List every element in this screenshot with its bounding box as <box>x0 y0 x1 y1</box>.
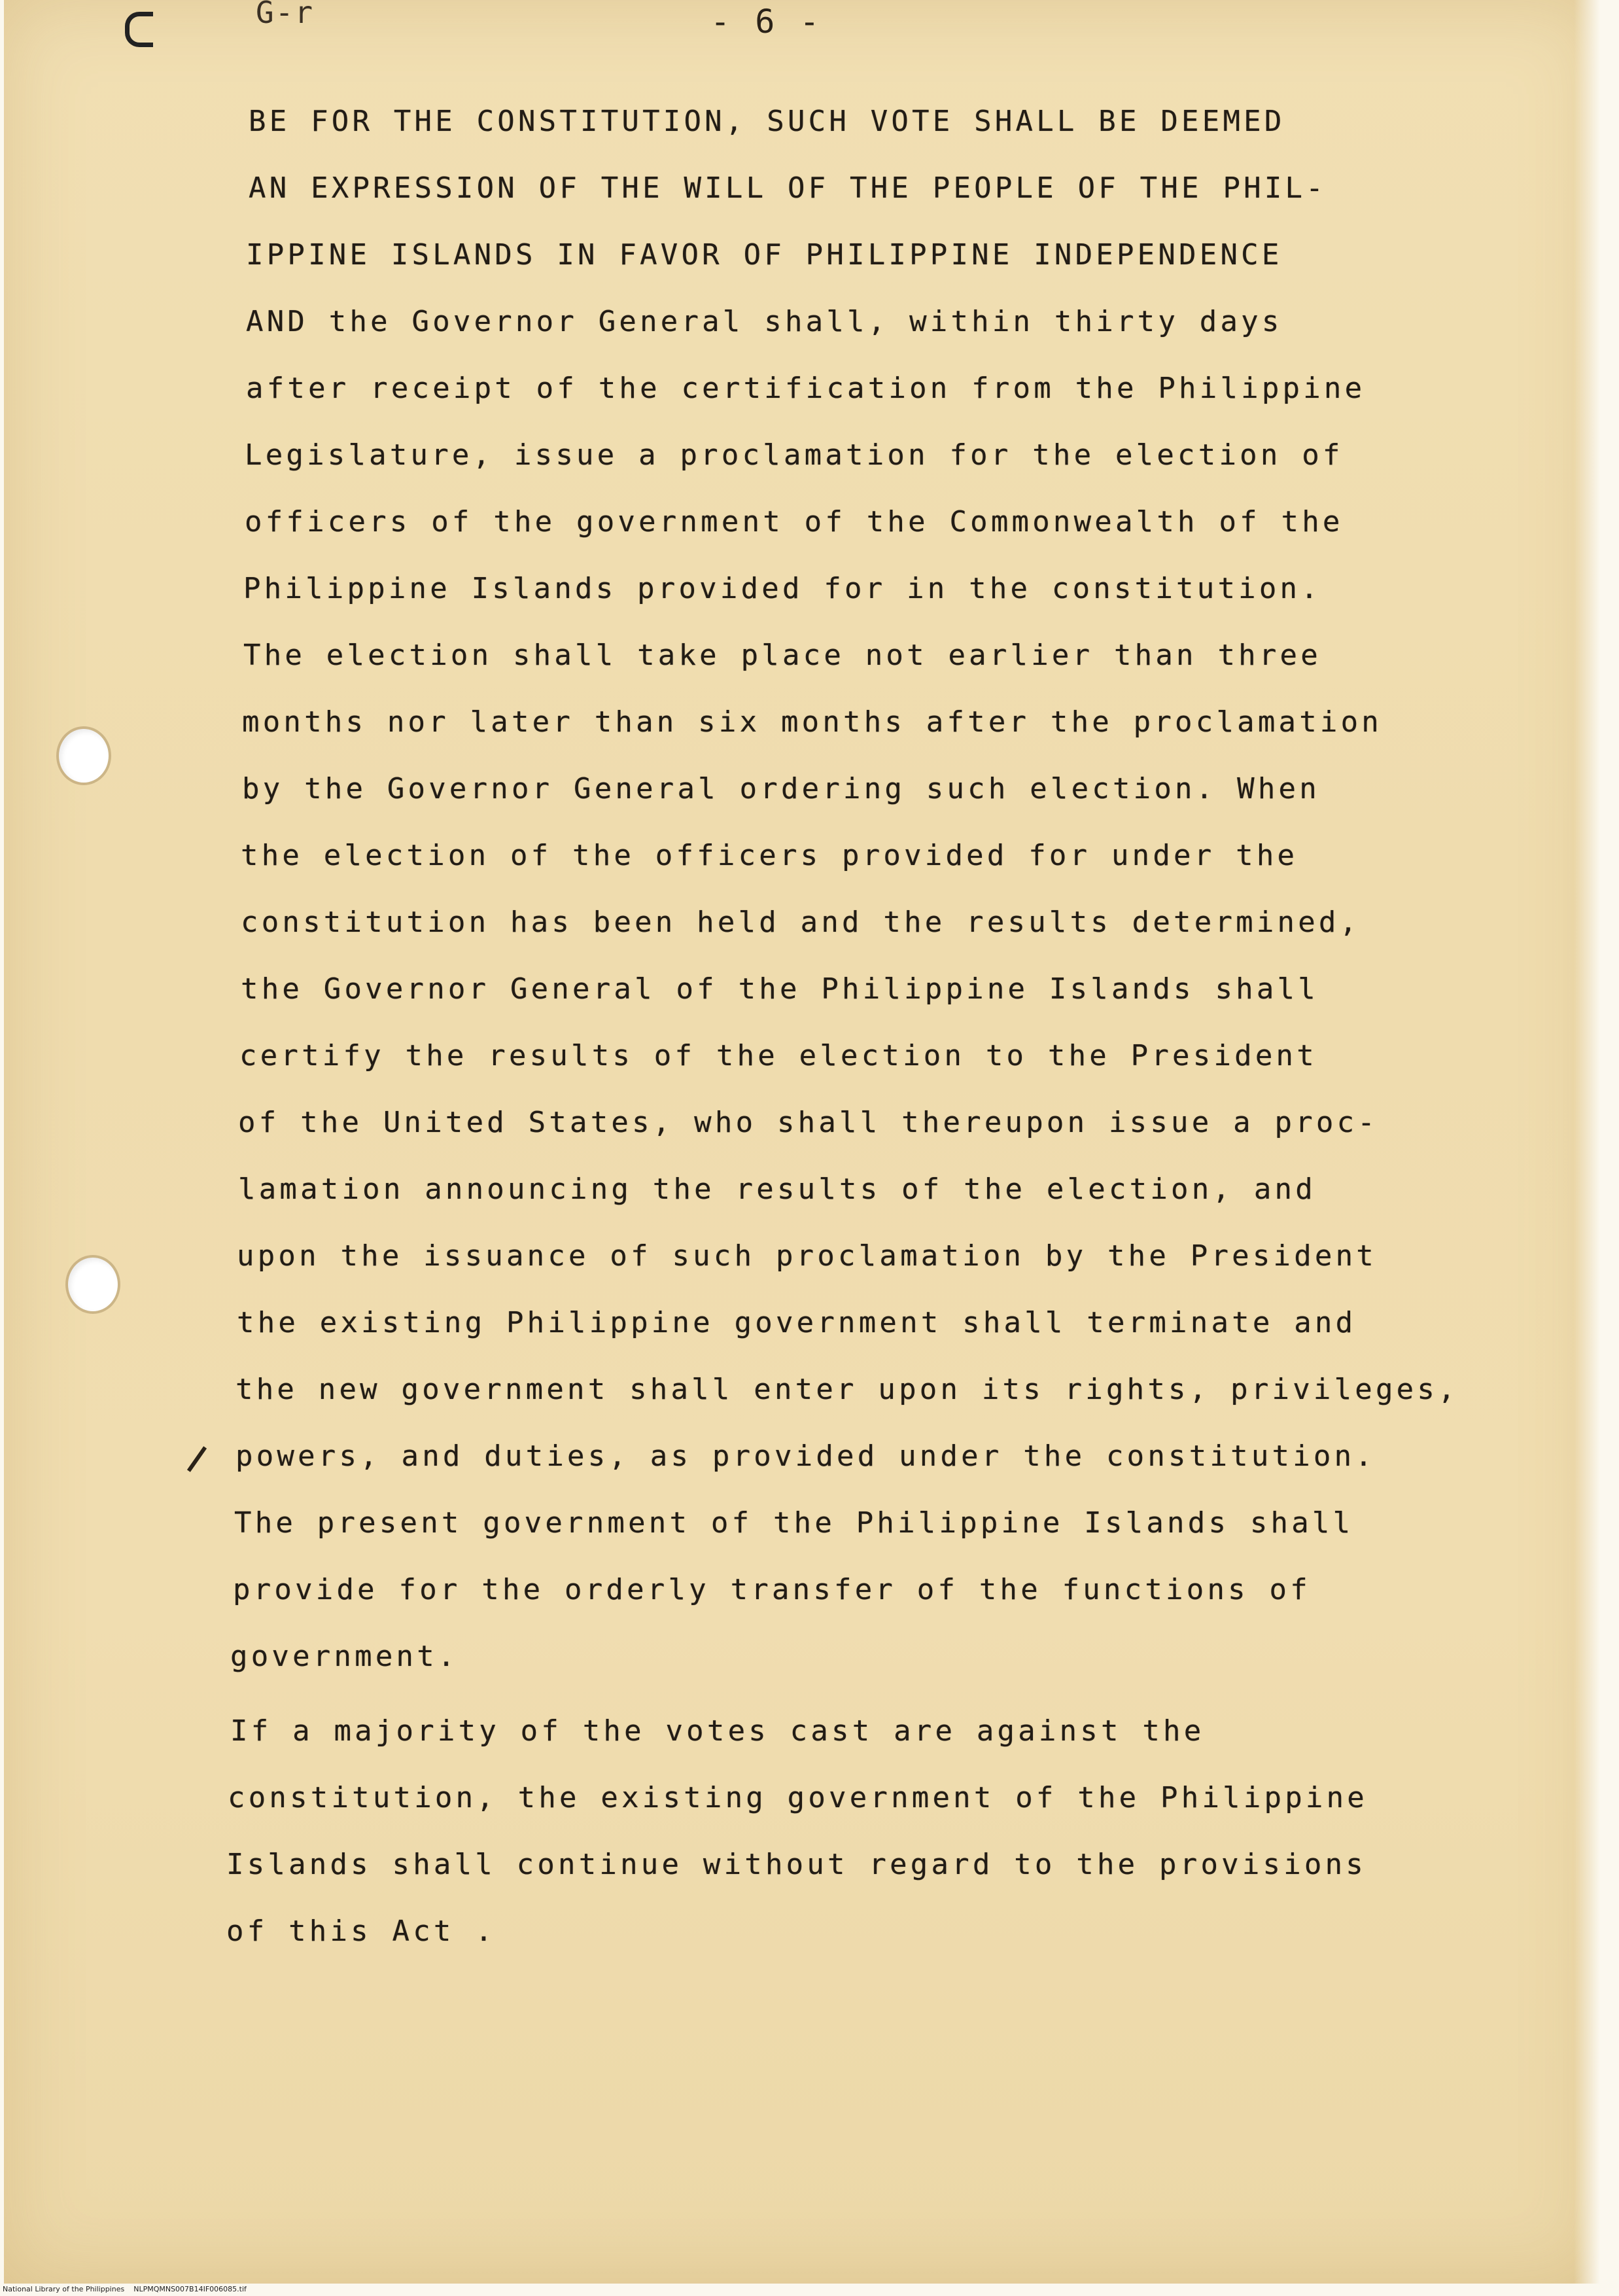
body-line: the existing Philippine government shall terminate and <box>237 1306 1357 1339</box>
body-line: after receipt of the certification from the Philippine <box>246 372 1366 405</box>
body-line: Islands shall continue without regard to the provisions <box>226 1848 1367 1881</box>
body-line: the election of the officers provided for under the <box>241 839 1298 872</box>
document-page <box>4 0 1600 2284</box>
footer-file-id: NLPMQMNS007B14IF006085.tif <box>133 2285 247 2293</box>
body-line: officers of the government of the Commonwealth of the <box>245 505 1344 539</box>
body-line: constitution has been held and the results determined, <box>241 906 1361 939</box>
body-line: BE FOR THE CONSTITUTION, SUCH VOTE SHALL BE DEEMED <box>249 105 1285 138</box>
body-line: upon the issuance of such proclamation by the President <box>237 1239 1377 1273</box>
staple-mark <box>125 12 153 47</box>
body-line: AN EXPRESSION OF THE WILL OF THE PEOPLE OF THE PHIL- <box>249 171 1327 205</box>
archive-footer <box>3 2285 247 2293</box>
body-line: of this Act . <box>226 1915 496 1948</box>
body-line: Philippine Islands provided for in the constitution. <box>243 572 1321 605</box>
body-line: The present government of the Philippine Islands shall <box>234 1506 1354 1540</box>
body-line: AND the Governor General shall, within thirty days <box>246 305 1283 338</box>
body-line: powers, and duties, as provided under the constitution. <box>235 1439 1376 1473</box>
margin-tick-mark <box>187 1446 207 1472</box>
footer-library: National Library of the Philippines <box>3 2285 125 2293</box>
body-line: If a majority of the votes cast are against the <box>230 1714 1205 1748</box>
punch-hole-lower <box>68 1258 118 1311</box>
body-line: The election shall take place not earlier than three <box>243 639 1321 672</box>
page-edge <box>1574 0 1600 2284</box>
body-line: IPPINE ISLANDS IN FAVOR OF PHILIPPINE INDEPENDENCE <box>246 238 1283 272</box>
body-line: the new government shall enter upon its rights, privileges, <box>235 1373 1459 1406</box>
top-left-mark: G-r <box>256 0 315 30</box>
body-line: the Governor General of the Philippine Islands shall <box>241 972 1319 1006</box>
body-line: lamation announcing the results of the election, and <box>238 1173 1316 1206</box>
body-line: months nor later than six months after the proclamation <box>242 705 1382 739</box>
body-line: provide for the orderly transfer of the functions of <box>233 1573 1311 1606</box>
punch-hole-upper <box>59 729 109 783</box>
body-line: constitution, the existing government of the Philippine <box>228 1781 1368 1814</box>
page-number: - 6 - <box>710 3 822 41</box>
body-line: certify the results of the election to the President <box>239 1039 1317 1072</box>
body-line: government. <box>230 1640 459 1673</box>
body-line: by the Governor General ordering such election. When <box>242 772 1320 805</box>
body-line: of the United States, who shall thereupon issue a proc- <box>238 1106 1378 1139</box>
body-line: Legislature, issue a proclamation for the election of <box>245 438 1344 472</box>
